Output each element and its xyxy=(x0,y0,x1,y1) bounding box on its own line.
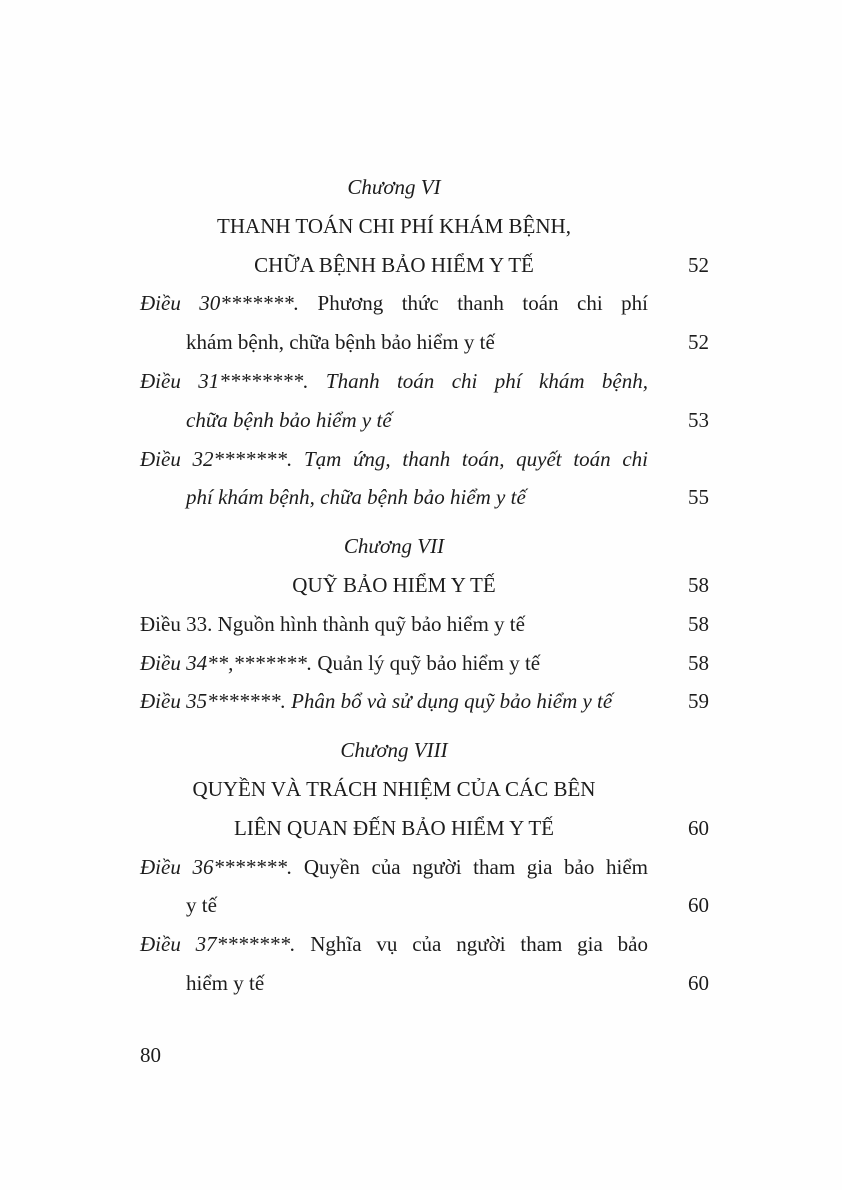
chapter-label xyxy=(140,168,709,207)
entry-label-text: Điều 34**,*******. xyxy=(140,650,313,675)
toc-section xyxy=(140,168,709,517)
entry-title-text: Phương thức thanh toán chi phí xyxy=(299,291,648,316)
entry-label-text: Điều 35*******. Phân bổ và sử dụng quỹ bảo hiểm y tế xyxy=(140,689,613,714)
toc-page-number: 58 xyxy=(688,572,709,597)
toc-entry-line xyxy=(140,284,709,323)
toc-page-number: 52 xyxy=(688,252,709,277)
chapter-title-text: QUYỀN VÀ TRÁCH NHIỆM CỦA CÁC BÊN xyxy=(192,776,596,801)
entry-title-text: Quyền của người tham gia bảo hiểm xyxy=(292,854,648,879)
toc-page-number: 60 xyxy=(688,893,709,918)
toc-entry xyxy=(140,644,709,683)
toc-entry-line xyxy=(140,644,709,683)
toc-page-number: 52 xyxy=(688,330,709,355)
toc-entry xyxy=(140,362,709,440)
toc-entry-line xyxy=(140,964,709,1003)
toc-page-number: 55 xyxy=(688,485,709,510)
toc-entry xyxy=(140,605,709,644)
entry-title-text: khám bệnh, chữa bệnh bảo hiểm y tế xyxy=(186,330,495,355)
chapter-title-text: CHỮA BỆNH BẢO HIỂM Y TẾ xyxy=(254,252,534,277)
chapter-title-text: QUỸ BẢO HIỂM Y TẾ xyxy=(292,572,496,597)
toc-entry xyxy=(140,284,709,362)
toc-page-number: 58 xyxy=(688,611,709,636)
toc-entry xyxy=(140,848,709,926)
toc-section xyxy=(140,527,709,721)
toc-page-number: 59 xyxy=(688,689,709,714)
toc-entry-line xyxy=(140,925,709,964)
toc-entry-line xyxy=(140,848,709,887)
toc-entry-line xyxy=(140,323,709,362)
toc-page-number: 58 xyxy=(688,650,709,675)
toc-page-number: 60 xyxy=(688,815,709,840)
chapter-label xyxy=(140,731,709,770)
toc-entry-line xyxy=(140,401,709,440)
chapter-title-line xyxy=(140,207,709,246)
toc-entry-line xyxy=(140,362,709,401)
chapter-label-text: Chương VIII xyxy=(340,738,448,763)
entry-label-text: Điều 36*******. xyxy=(140,854,293,879)
footer-page-number: 80 xyxy=(140,1043,161,1067)
chapter-label xyxy=(140,527,709,566)
entry-label-text: Điều 31********. Thanh toán chi phí khám bệnh, xyxy=(140,368,648,393)
entry-label-text: phí khám bệnh, chữa bệnh bảo hiểm y tế xyxy=(186,485,526,510)
toc-entry-line xyxy=(140,478,709,517)
toc-entry xyxy=(140,682,709,721)
chapter-title-line xyxy=(140,770,709,809)
table-of-contents xyxy=(140,168,709,1003)
entry-title-text: hiểm y tế xyxy=(186,970,265,995)
entry-title-text: Điều 33. Nguồn hình thành quỹ bảo hiểm y tế xyxy=(140,611,525,636)
entry-label-text: Điều 37*******. xyxy=(140,932,296,957)
toc-entry-line xyxy=(140,682,709,721)
toc-entry xyxy=(140,440,709,518)
chapter-title-line xyxy=(140,809,709,848)
toc-entry xyxy=(140,925,709,1003)
entry-title-text: Quản lý quỹ bảo hiểm y tế xyxy=(312,650,541,675)
chapter-label-text: Chương VI xyxy=(347,175,441,199)
chapter-title-line xyxy=(140,246,709,285)
entry-label-text: chữa bệnh bảo hiểm y tế xyxy=(186,407,392,432)
toc-page-number: 60 xyxy=(688,970,709,995)
chapter-title-line xyxy=(140,566,709,605)
toc-entry-line xyxy=(140,440,709,479)
toc-page-number: 53 xyxy=(688,407,709,432)
entry-title-text: y tế xyxy=(186,893,217,918)
chapter-title-text: THANH TOÁN CHI PHÍ KHÁM BỆNH, xyxy=(217,213,571,238)
toc-section xyxy=(140,731,709,1003)
entry-label-text: Điều 30*******. xyxy=(140,291,300,316)
entry-title-text: Nghĩa vụ của người tham gia bảo xyxy=(295,932,648,957)
entry-label-text: Điều 32*******. Tạm ứng, thanh toán, quyết toán chi xyxy=(140,446,648,471)
toc-entry-line xyxy=(140,886,709,925)
toc-entry-line xyxy=(140,605,709,644)
chapter-title-text: LIÊN QUAN ĐẾN BẢO HIỂM Y TẾ xyxy=(233,815,554,840)
chapter-label-text: Chương VII xyxy=(343,534,445,559)
